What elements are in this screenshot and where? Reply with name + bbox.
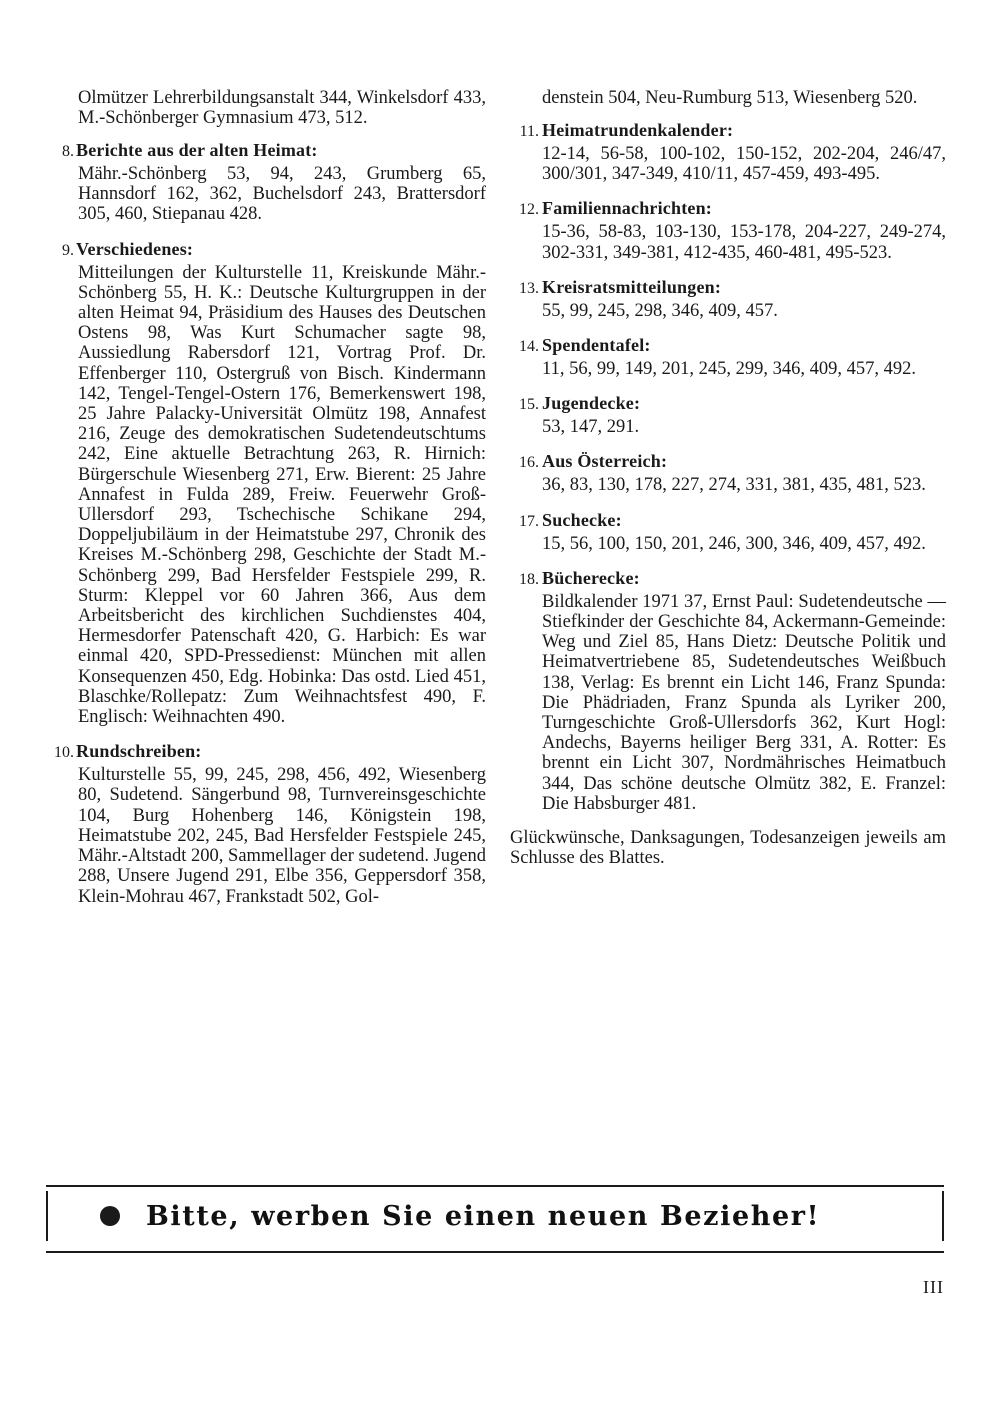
section-18 xyxy=(510,568,946,814)
section-title: Spendentafel: xyxy=(542,335,651,356)
right-column xyxy=(510,88,946,868)
section-number: 10. xyxy=(54,744,74,762)
section-body: 15-36, 58-83, 103-130, 153-178, 204-227, 249-274, 302-331, 349-381, 412-435, 460-481, 495-523. xyxy=(542,222,946,263)
section-15 xyxy=(510,393,946,437)
section-title: Verschiedenes: xyxy=(76,238,194,259)
section-heading xyxy=(510,510,946,532)
section-number: 8. xyxy=(62,143,74,160)
section-12 xyxy=(510,198,946,262)
banner-text: Bitte, werben Sie einen neuen Bezieher! xyxy=(146,1200,821,1232)
section-heading xyxy=(510,451,946,473)
section-number: 13. xyxy=(519,279,539,297)
page-number: III xyxy=(923,1277,944,1297)
section-body: 15, 56, 100, 150, 201, 246, 300, 346, 409, 457, 492. xyxy=(542,533,926,554)
section-heading xyxy=(50,239,486,261)
section-number: 9. xyxy=(62,241,74,259)
section-number: 15. xyxy=(519,396,539,414)
section-title: Jugendecke: xyxy=(542,393,641,414)
left-intro-text: Olmützer Lehrerbildungsanstalt 344, Winkelsdorf 433, M.-Schönberger Gymnasium 473, 512. xyxy=(78,88,486,128)
section-heading xyxy=(510,277,946,299)
subscription-banner xyxy=(46,1185,944,1253)
section-title: Bücherecke: xyxy=(542,567,640,588)
closing-note: Glückwünsche, Danksagungen, Todesanzeigen jeweils am Schlusse des Blattes. xyxy=(510,828,946,869)
section-title: Kreisratsmitteilungen: xyxy=(542,276,722,297)
section-body: 55, 99, 245, 298, 346, 409, 457. xyxy=(542,300,778,321)
section-heading xyxy=(50,140,486,162)
section-heading xyxy=(510,568,946,590)
section-body: 53, 147, 291. xyxy=(542,417,640,438)
right-intro-text: denstein 504, Neu-Rumburg 513, Wiesenberg 520. xyxy=(542,88,918,108)
section-heading xyxy=(510,393,946,415)
section-title: Familiennachrichten: xyxy=(542,198,712,219)
left-column xyxy=(50,88,486,921)
section-body: 36, 83, 130, 178, 227, 274, 331, 381, 435, 481, 523. xyxy=(542,475,926,496)
section-number: 12. xyxy=(519,201,539,219)
section-body: Kulturstelle 55, 99, 245, 298, 456, 492, Wiesenberg 80, Sudetend. Sängerbund 98, Turnvereinsgeschichte 104, Burg Hohenberg 146, Königstein 198, Heimatstube 202, 245, Bad Hersfelder Festspiele 245, Mähr.-Altstadt 200, Sammellager der sudetend. Jugend 288, Unsere Jugend 291, Elbe 356, Geppersdorf 358, Klein-Mohrau 467, Frankstadt 502, Gol- xyxy=(78,765,486,907)
banner-frame xyxy=(46,1191,944,1241)
section-body: Mitteilungen der Kulturstelle 11, Kreiskunde Mähr.-Schönberg 55, H. K.: Deutsche Kulturgruppen in der alten Heimat 94, Präsidium des Hauses des Deutschen Ostens 98, Was Kurt Schumacher sagte 98, Aussiedlung Rabersdorf 121, Vortrag Prof. Dr. Effenberger 110, Ostergruß von Bisch. Kindermann 142, Tengel-Tengel-Ostern 176, Bemerkenswert 198, 25 Jahre Palacky-Universität Olmütz 198, Annafest 216, Zeuge des demokratischen Sudetendeutschtums 242, Eine aktuelle Betrachtung 263, R. Hirnich: Bürgerschule Wiesenberg 271, Erw. Bierent: 25 Jahre Annafest in Fulda 289, Freiw. Feuerwehr Groß-Ullersdorf 293, Tschechische Schikane 294, Doppeljubiläum in der Heimatstube 297, Chronik des Kreises M.-Schönberg 298, Geschichte der Stadt M.-Schönberg 299, Bad Hersfelder Festspiele 299, R. Sturm: Kleppel vor 60 Jahren 366, Aus dem Arbeitsbericht des kirchlichen Suchdienstes 404, Hermesdorfer Patenschaft 420, G. Harbich: Es war einmal 420, SPD-Pressedienst: München mit allen Konsequenzen 450, Edg. Hobinka: Das ostd. Lied 451, Blaschke/Rollepatz: Zum Weihnachtsfest 490, F. Englisch: Weihnachten 490. xyxy=(78,262,486,728)
section-8 xyxy=(50,140,486,225)
section-number: 16. xyxy=(519,454,539,472)
section-14 xyxy=(510,335,946,379)
section-number: 18. xyxy=(519,570,539,588)
section-17 xyxy=(510,510,946,554)
section-body: Bildkalender 1971 37, Ernst Paul: Sudetendeutsche — Stiefkinder der Geschichte 84, Ackermann-Gemeinde: Weg und Ziel 85, Hans Dietz: Deutsche Politik und Heimatvertriebene 85, Sudetendeutsches Weißbuch 138, Verlag: Es brennt ein Licht 146, Franz Spunda: Die Phädriaden, Franz Spunda als Lyriker 200, Turngeschichte Groß-Ullersdorfs 362, Kurt Hogl: Andechs, Bayerns heiliger Berg 331, A. Rotter: Es brennt ein Licht 307, Nordmährisches Heimatbuch 344, Das schöne deutsche Olmütz 382, E. Franzel: Die Habsburger 481. xyxy=(542,591,946,814)
section-body: Mähr.-Schönberg 53, 94, 243, Grumberg 65, Hannsdorf 162, 362, Buchelsdorf 243, Brattersdorf 305, 460, Stiepanau 428. xyxy=(78,164,486,225)
section-number: 14. xyxy=(519,338,539,356)
section-16 xyxy=(510,451,946,495)
section-title: Rundschreiben: xyxy=(76,741,202,762)
section-body: 12-14, 56-58, 100-102, 150-152, 202-204, 246/47, 300/301, 347-349, 410/11, 457-459, 493-495. xyxy=(542,144,946,185)
section-title: Aus Österreich: xyxy=(542,451,668,472)
section-heading xyxy=(510,120,946,142)
section-number: 17. xyxy=(519,512,539,530)
section-11 xyxy=(510,120,946,184)
section-13 xyxy=(510,277,946,321)
section-10 xyxy=(50,741,486,906)
section-body: 11, 56, 99, 149, 201, 245, 299, 346, 409, 457, 492. xyxy=(542,359,916,380)
section-title: Heimatrundenkalender: xyxy=(542,120,734,140)
section-title: Berichte aus der alten Heimat: xyxy=(76,140,318,160)
bullet-dot-icon xyxy=(100,1206,120,1226)
section-heading xyxy=(510,335,946,357)
section-number: 11. xyxy=(519,123,539,140)
section-title: Suchecke: xyxy=(542,509,622,530)
section-heading xyxy=(510,198,946,220)
section-heading xyxy=(50,741,486,763)
section-9 xyxy=(50,239,486,728)
